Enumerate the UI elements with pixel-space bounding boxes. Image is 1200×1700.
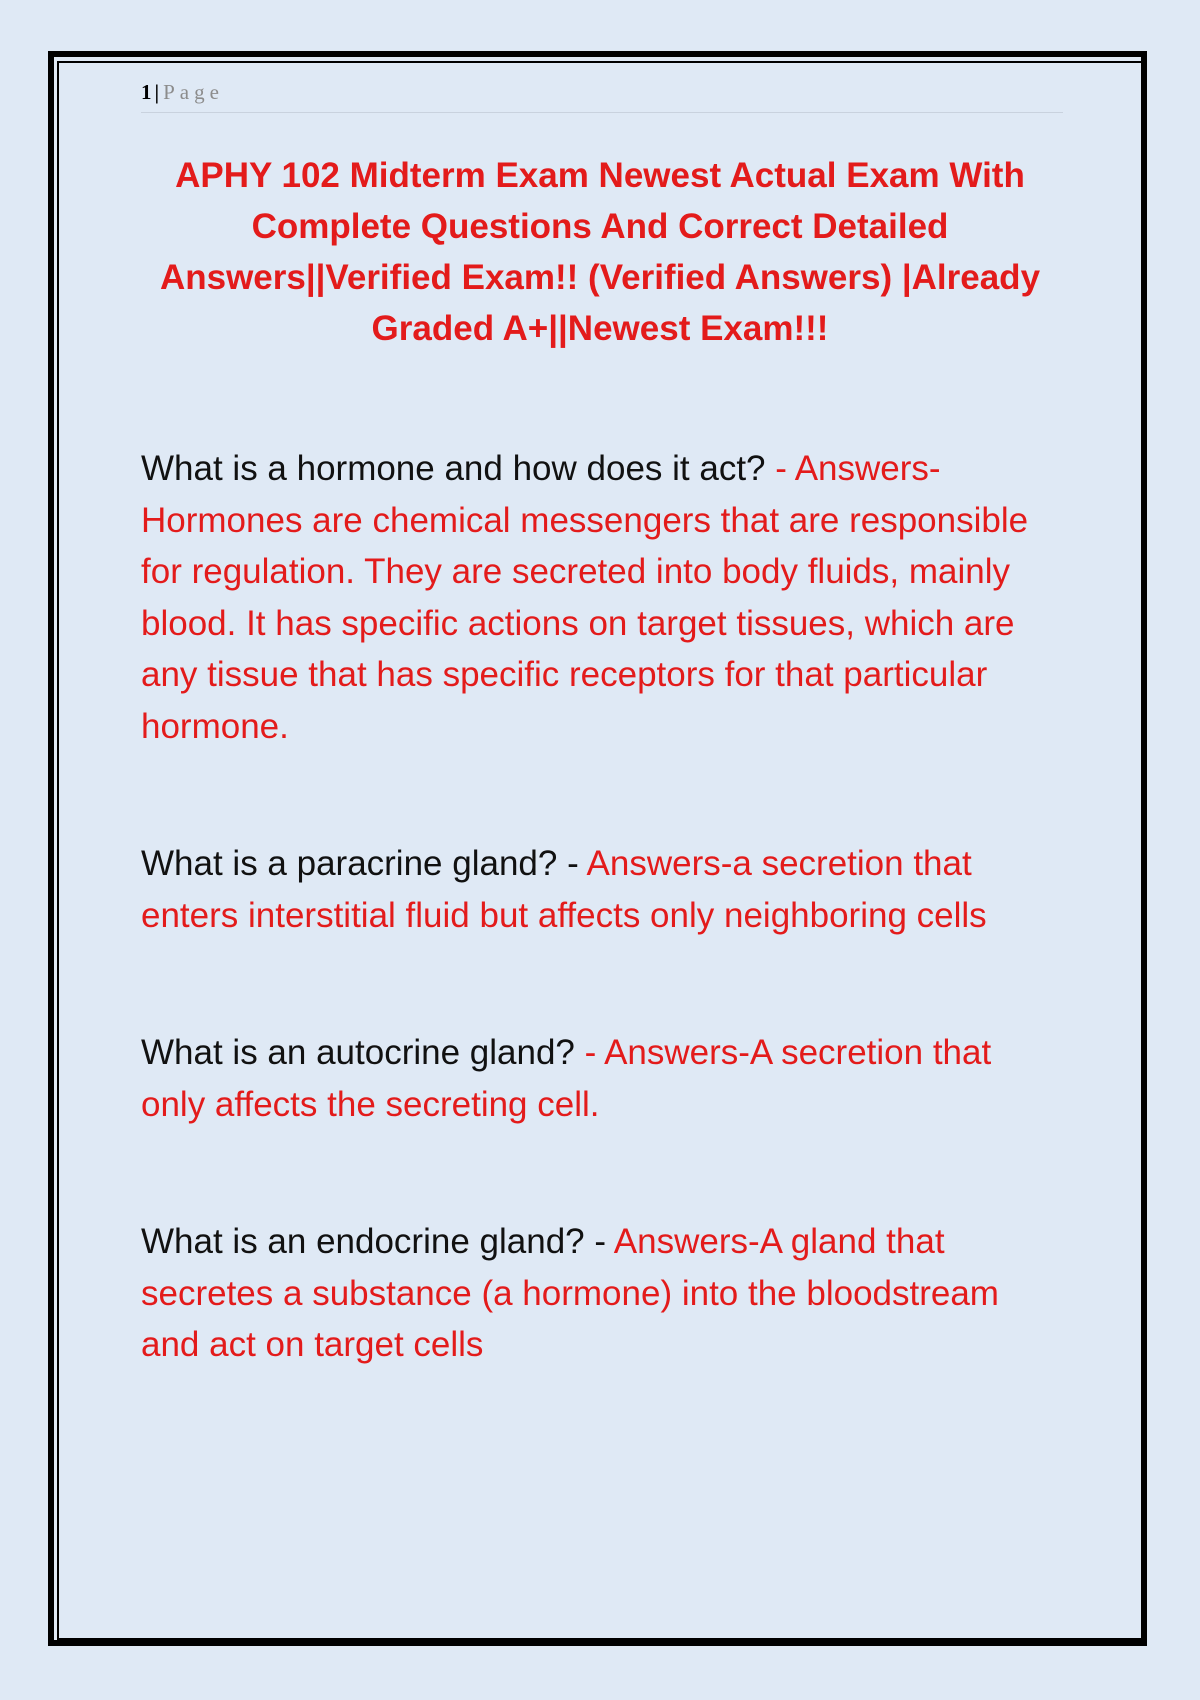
qa-item-4 <box>141 1216 1061 1371</box>
page-number: 1 <box>141 80 152 104</box>
answer-text: Answers-A gland that secretes a substance (a hormone) into the bloodstream and act on target cells <box>141 1222 999 1364</box>
question-text: What is an endocrine gland? - <box>141 1222 606 1261</box>
page-separator: | <box>154 80 160 104</box>
answer-text: - Answers-Hormones are chemical messengers that are responsible for regulation. They are secreted into body fluids, mainly blood. It has specific actions on target tissues, which are any tissue that has specific receptors for that particular hormone. <box>141 449 1029 746</box>
qa-item-1 <box>141 443 1061 752</box>
page-label: Page <box>163 80 224 104</box>
answer-text: - Answers-A secretion that only affects the secreting cell. <box>141 1033 992 1124</box>
answer-text: Answers-a secretion that enters interstitial fluid but affects only neighboring cells <box>141 844 987 935</box>
question-text: What is an autocrine gland? <box>141 1033 575 1072</box>
page-header <box>141 80 1063 113</box>
question-text: What is a hormone and how does it act? <box>141 449 766 488</box>
document-title: APHY 102 Midterm Exam Newest Actual Exam With Complete Questions And Correct Detailed Answers||Verified Exam!! (Verified Answers) |Already Graded A+||Newest Exam!!! <box>159 156 1041 348</box>
qa-item-3 <box>141 1027 1061 1130</box>
question-text: What is a paracrine gland? - <box>141 844 579 883</box>
qa-item-2 <box>141 838 1061 941</box>
